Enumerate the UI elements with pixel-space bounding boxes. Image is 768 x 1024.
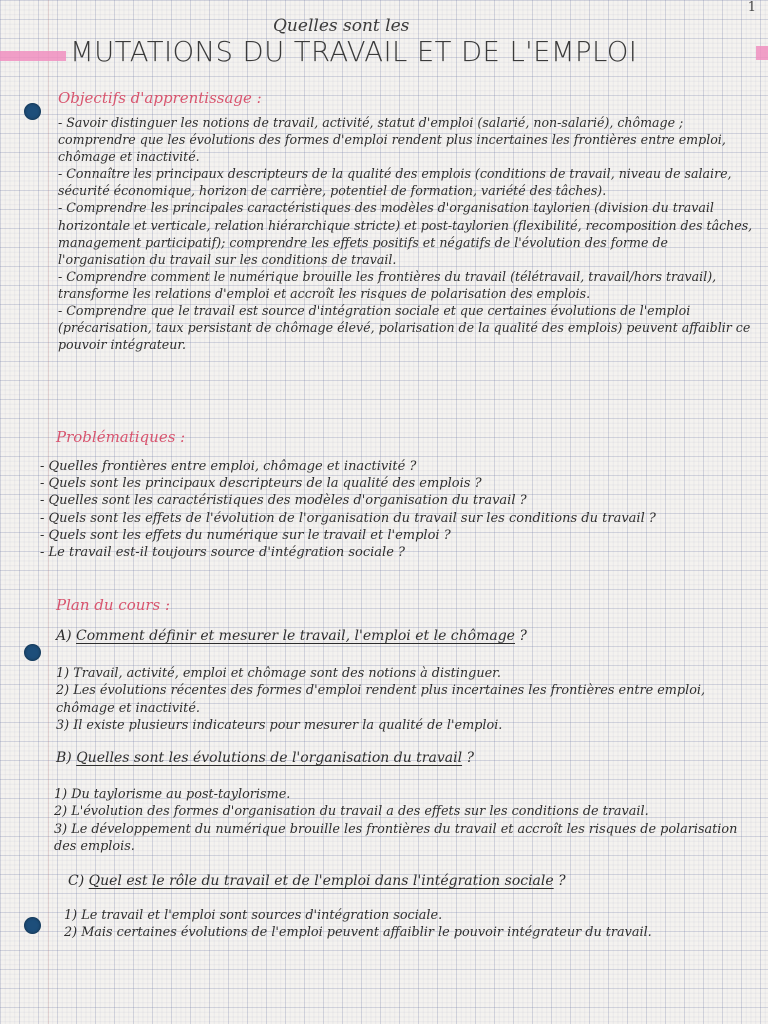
- plan-item: 1) Travail, activité, emploi et chômage sont des notions à distinguer.: [56, 666, 501, 681]
- binder-hole: [24, 103, 41, 120]
- problems-heading: Problématiques :: [56, 428, 186, 446]
- plan-section-b-list: [54, 786, 758, 855]
- problem-item: - Quels sont les principaux descripteurs de la qualité des emplois ?: [40, 476, 482, 492]
- section-letter: B): [56, 750, 72, 766]
- binder-hole: [24, 917, 41, 934]
- objective-item: - Comprendre les principales caractéristiques des modèles d'organisation taylorien (division du travail horizontale et verticale, relation hiérarchique stricte) et post-taylorien (flexibilité, recomposition des tâches, management participatif); comprendre les effets positifs et négatifs de l'évolution des forme de l'organisation du travail sur les conditions de travail.: [58, 200, 753, 267]
- plan-section-b-title: [56, 750, 474, 766]
- plan-section-a-list: [56, 665, 758, 734]
- page-suptitle: Quelles sont les: [273, 16, 410, 36]
- plan-item: 2) L'évolution des formes d'organisation du travail a des effets sur les conditions de travail.: [54, 804, 649, 820]
- section-title-end: ?: [553, 873, 566, 889]
- section-title-end: ?: [462, 750, 475, 766]
- problems-list: [40, 458, 756, 561]
- plan-item: 1) Du taylorisme au post-taylorisme.: [54, 787, 291, 802]
- section-title: Comment définir et mesurer le travail, l'emploi et le chômage: [76, 628, 515, 644]
- plan-item: 3) Il existe plusieurs indicateurs pour mesurer la qualité de l'emploi.: [56, 717, 503, 733]
- plan-section-a-title: [56, 628, 527, 644]
- problem-item: - Quelles sont les caractéristiques des modèles d'organisation du travail ?: [40, 493, 527, 509]
- objectives-heading: Objectifs d'apprentissage :: [58, 89, 262, 107]
- title-highlight-mark: [756, 46, 768, 60]
- problem-item: - Le travail est-il toujours source d'intégration sociale ?: [40, 545, 405, 561]
- plan-item: 2) Les évolutions récentes des formes d'emploi rendent plus incertaines les frontières entre emploi, chômage et inactivité.: [56, 683, 706, 716]
- problem-item: - Quelles frontières entre emploi, chômage et inactivité ?: [40, 459, 417, 474]
- objectives-list: [58, 114, 756, 353]
- title-highlight-mark: [0, 51, 66, 61]
- plan-item: 3) Le développement du numérique brouille les frontières du travail et accroît les risques de polarisation des emplois.: [54, 821, 738, 854]
- objective-item: - Savoir distinguer les notions de travail, activité, statut d'emploi (salarié, non-salarié), chômage ; comprendre que les évolutions des formes d'emploi rendent plus incertaines les frontières entre emploi, chômage et inactivité.: [58, 115, 726, 165]
- objective-item: - Comprendre que le travail est source d'intégration sociale et que certaines évolutions de l'emploi (précarisation, taux persistant de chômage élevé, polarisation de la qualité des emplois) peuvent affaiblir ce pouvoir intégrateur.: [58, 303, 751, 353]
- problem-item: - Quels sont les effets de l'évolution de l'organisation du travail sur les conditions du travail ?: [40, 510, 656, 526]
- objective-item: - Comprendre comment le numérique brouille les frontières du travail (télétravail, travail/hors travail), transforme les relations d'emploi et accroît les risques de polarisation des emplois.: [58, 268, 717, 301]
- plan-section-c-title: [68, 873, 566, 889]
- objective-item: - Connaître les principaux descripteurs de la qualité des emplois (conditions de travail, niveau de salaire, sécurité économique, horizon de carrière, potentiel de formation, variété des tâches).: [58, 166, 732, 199]
- section-letter: C): [68, 873, 85, 889]
- section-title-end: ?: [514, 628, 527, 644]
- page-corner-mark: 1: [747, 0, 756, 15]
- plan-section-c-list: [64, 907, 724, 942]
- page-title: MUTATIONS DU TRAVAIL ET DE L'EMPLOI: [70, 36, 638, 68]
- section-title: Quelles sont les évolutions de l'organisation du travail: [76, 750, 463, 766]
- problem-item: - Quels sont les effets du numérique sur le travail et l'emploi ?: [40, 527, 451, 543]
- plan-heading: Plan du cours :: [56, 596, 171, 614]
- plan-item: 2) Mais certaines évolutions de l'emploi peuvent affaiblir le pouvoir intégrateur du travail.: [64, 925, 652, 941]
- plan-item: 1) Le travail et l'emploi sont sources d'intégration sociale.: [64, 908, 443, 923]
- section-title: Quel est le rôle du travail et de l'emploi dans l'intégration sociale: [88, 873, 554, 889]
- binder-hole: [24, 644, 41, 661]
- section-letter: A): [56, 628, 72, 644]
